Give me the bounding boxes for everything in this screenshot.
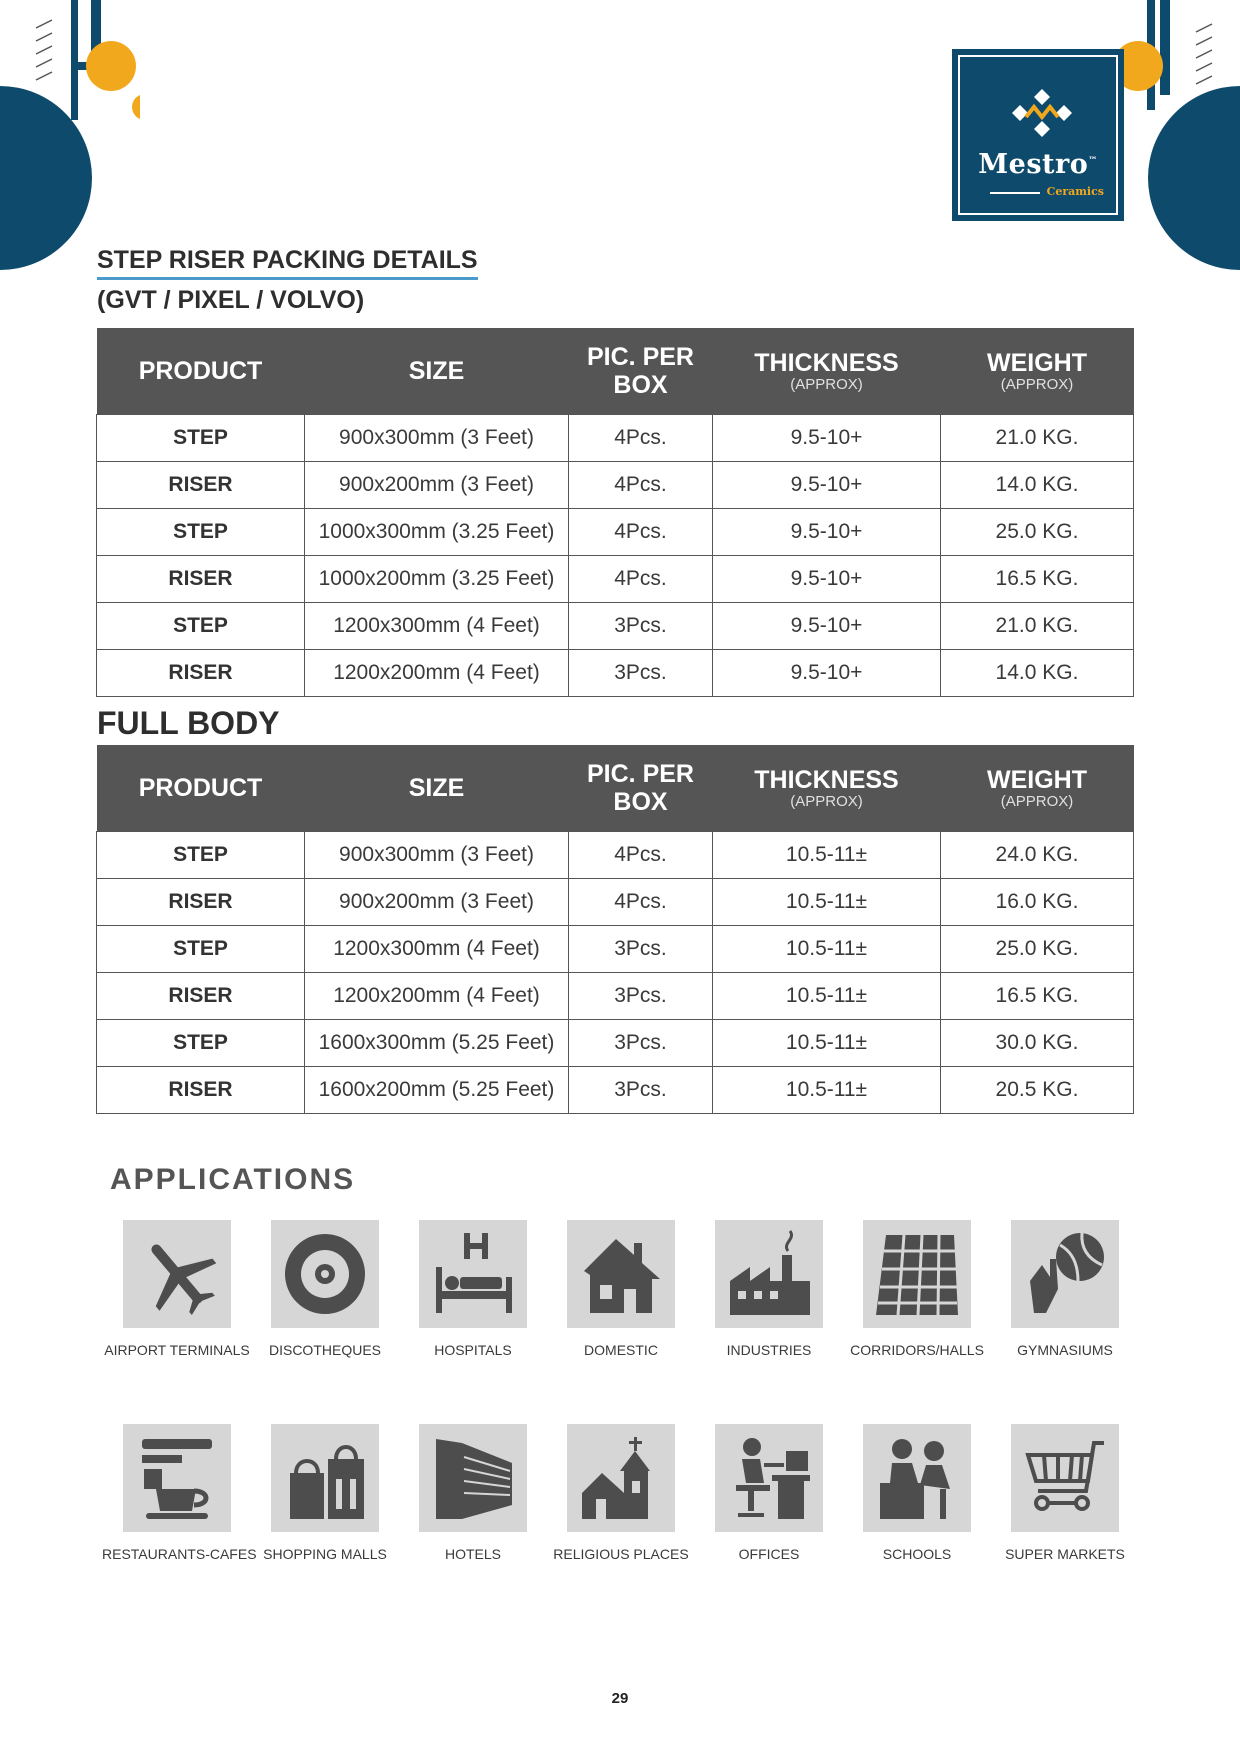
cell-pcs-per-box: 3Pcs. bbox=[569, 1067, 713, 1114]
cell-size: 1600x300mm (5.25 Feet) bbox=[305, 1020, 569, 1067]
application-item bbox=[398, 1220, 548, 1358]
application-item bbox=[398, 1424, 548, 1562]
applications-title: APPLICATIONS bbox=[110, 1163, 356, 1196]
page-number: 29 bbox=[611, 1690, 629, 1707]
application-label: HOTELS bbox=[444, 1546, 501, 1562]
header-product: PRODUCT bbox=[97, 745, 305, 832]
cell-thickness: 10.5-11± bbox=[713, 926, 941, 973]
cell-product: STEP bbox=[97, 603, 305, 650]
table-row bbox=[97, 1067, 1134, 1114]
table-row bbox=[97, 973, 1134, 1020]
application-item bbox=[694, 1220, 844, 1358]
cell-product: RISER bbox=[97, 650, 305, 697]
cell-product: STEP bbox=[97, 1020, 305, 1067]
table-header-row bbox=[97, 745, 1134, 832]
cell-pcs-per-box: 4Pcs. bbox=[569, 832, 713, 879]
application-label: SCHOOLS bbox=[882, 1546, 952, 1562]
cell-thickness: 9.5-10+ bbox=[713, 603, 941, 650]
cell-weight: 25.0 KG. bbox=[941, 926, 1134, 973]
cell-weight: 14.0 KG. bbox=[941, 462, 1134, 509]
cell-product: STEP bbox=[97, 832, 305, 879]
cell-pcs-per-box: 4Pcs. bbox=[569, 462, 713, 509]
cell-size: 1000x200mm (3.25 Feet) bbox=[305, 556, 569, 603]
application-item bbox=[694, 1424, 844, 1562]
table-row bbox=[97, 650, 1134, 697]
table-row bbox=[97, 879, 1134, 926]
table-row bbox=[97, 415, 1134, 462]
cell-thickness: 10.5-11± bbox=[713, 832, 941, 879]
header-thickness: THICKNESS (APPROX) bbox=[713, 328, 941, 415]
cell-size: 1200x200mm (4 Feet) bbox=[305, 973, 569, 1020]
header-weight: WEIGHT (APPROX) bbox=[941, 328, 1134, 415]
table-row bbox=[97, 509, 1134, 556]
cell-weight: 25.0 KG. bbox=[941, 509, 1134, 556]
cell-pcs-per-box: 4Pcs. bbox=[569, 509, 713, 556]
cell-weight: 16.5 KG. bbox=[941, 973, 1134, 1020]
cell-product: STEP bbox=[97, 509, 305, 556]
application-item bbox=[842, 1424, 992, 1562]
table-row bbox=[97, 603, 1134, 650]
cell-weight: 16.5 KG. bbox=[941, 556, 1134, 603]
table-row bbox=[97, 926, 1134, 973]
cell-product: RISER bbox=[97, 1067, 305, 1114]
table-header-row bbox=[97, 328, 1134, 415]
disc-icon bbox=[271, 1220, 379, 1328]
application-label: HOSPITALS bbox=[434, 1342, 512, 1358]
cell-thickness: 9.5-10+ bbox=[713, 650, 941, 697]
cell-pcs-per-box: 3Pcs. bbox=[569, 973, 713, 1020]
cell-size: 900x200mm (3 Feet) bbox=[305, 462, 569, 509]
cell-weight: 24.0 KG. bbox=[941, 832, 1134, 879]
cell-product: RISER bbox=[97, 879, 305, 926]
header-product: PRODUCT bbox=[97, 328, 305, 415]
cell-size: 1200x300mm (4 Feet) bbox=[305, 926, 569, 973]
cell-product: RISER bbox=[97, 462, 305, 509]
section-subtitle: (GVT / PIXEL / VOLVO) bbox=[97, 286, 365, 314]
application-label: DOMESTIC bbox=[584, 1342, 658, 1358]
cell-weight: 21.0 KG. bbox=[941, 603, 1134, 650]
school-desk-icon bbox=[863, 1424, 971, 1532]
cell-product: STEP bbox=[97, 926, 305, 973]
cell-size: 1600x200mm (5.25 Feet) bbox=[305, 1067, 569, 1114]
cell-weight: 21.0 KG. bbox=[941, 415, 1134, 462]
header-pcs-per-box: PIC. PER BOX bbox=[569, 328, 713, 415]
application-item bbox=[102, 1424, 257, 1562]
cell-thickness: 10.5-11± bbox=[713, 1067, 941, 1114]
brand-emblem-icon bbox=[1012, 87, 1072, 139]
header-size: SIZE bbox=[305, 745, 569, 832]
cell-pcs-per-box: 4Pcs. bbox=[569, 879, 713, 926]
brand-name: Mestro™ bbox=[978, 149, 1098, 180]
cell-thickness: 9.5-10+ bbox=[713, 509, 941, 556]
application-item bbox=[990, 1424, 1140, 1562]
floor-grid-icon bbox=[863, 1220, 971, 1328]
cell-thickness: 9.5-10+ bbox=[713, 556, 941, 603]
hotel-building-icon bbox=[419, 1424, 527, 1532]
header-thickness: THICKNESS (APPROX) bbox=[713, 745, 941, 832]
cell-weight: 30.0 KG. bbox=[941, 1020, 1134, 1067]
hospital-bed-icon bbox=[419, 1220, 527, 1328]
application-label: RESTAURANTS-CAFES bbox=[102, 1546, 257, 1562]
cell-weight: 14.0 KG. bbox=[941, 650, 1134, 697]
application-label: DISCOTHEQUES bbox=[268, 1342, 381, 1358]
cell-size: 900x300mm (3 Feet) bbox=[305, 415, 569, 462]
cell-pcs-per-box: 4Pcs. bbox=[569, 415, 713, 462]
top-left-decoration bbox=[0, 0, 140, 270]
cell-size: 1200x200mm (4 Feet) bbox=[305, 650, 569, 697]
table-row bbox=[97, 556, 1134, 603]
cell-product: RISER bbox=[97, 973, 305, 1020]
brand-logo bbox=[952, 49, 1124, 221]
church-icon bbox=[567, 1424, 675, 1532]
cell-weight: 16.0 KG. bbox=[941, 879, 1134, 926]
application-item bbox=[842, 1220, 992, 1358]
header-pcs-per-box: PIC. PER BOX bbox=[569, 745, 713, 832]
cell-thickness: 10.5-11± bbox=[713, 973, 941, 1020]
application-item bbox=[546, 1220, 696, 1358]
brand-subtitle: Ceramics bbox=[1046, 185, 1104, 198]
office-desk-icon bbox=[715, 1424, 823, 1532]
section-title: STEP RISER PACKING DETAILS bbox=[97, 246, 478, 280]
cell-size: 900x200mm (3 Feet) bbox=[305, 879, 569, 926]
cell-thickness: 10.5-11± bbox=[713, 1020, 941, 1067]
brand-divider bbox=[990, 192, 1040, 194]
table-row bbox=[97, 1020, 1134, 1067]
cell-thickness: 10.5-11± bbox=[713, 879, 941, 926]
full-body-title: FULL BODY bbox=[97, 705, 280, 741]
cell-product: RISER bbox=[97, 556, 305, 603]
house-icon bbox=[567, 1220, 675, 1328]
application-label: SHOPPING MALLS bbox=[263, 1546, 387, 1562]
coffee-cup-icon bbox=[123, 1424, 231, 1532]
volleyball-icon bbox=[1011, 1220, 1119, 1328]
header-weight: WEIGHT (APPROX) bbox=[941, 745, 1134, 832]
cell-size: 1200x300mm (4 Feet) bbox=[305, 603, 569, 650]
application-label: SUPER MARKETS bbox=[1005, 1546, 1125, 1562]
application-label: AIRPORT TERMINALS bbox=[104, 1342, 250, 1358]
airplane-icon bbox=[123, 1220, 231, 1328]
cell-pcs-per-box: 3Pcs. bbox=[569, 603, 713, 650]
cell-pcs-per-box: 4Pcs. bbox=[569, 556, 713, 603]
application-label: OFFICES bbox=[738, 1546, 800, 1562]
step-riser-packing-table bbox=[96, 328, 1134, 697]
cell-pcs-per-box: 3Pcs. bbox=[569, 1020, 713, 1067]
application-label: INDUSTRIES bbox=[726, 1342, 812, 1358]
cell-product: STEP bbox=[97, 415, 305, 462]
application-label: CORRIDORS/HALLS bbox=[850, 1342, 984, 1358]
application-label: RELIGIOUS PLACES bbox=[553, 1546, 689, 1562]
full-body-packing-table bbox=[96, 745, 1134, 1114]
factory-icon bbox=[715, 1220, 823, 1328]
cell-weight: 20.5 KG. bbox=[941, 1067, 1134, 1114]
application-label: GYMNASIUMS bbox=[1017, 1342, 1113, 1358]
shopping-cart-icon bbox=[1011, 1424, 1119, 1532]
cell-pcs-per-box: 3Pcs. bbox=[569, 650, 713, 697]
shopping-bags-icon bbox=[271, 1424, 379, 1532]
cell-size: 1000x300mm (3.25 Feet) bbox=[305, 509, 569, 556]
application-item bbox=[250, 1220, 400, 1358]
application-item bbox=[102, 1220, 252, 1358]
application-item bbox=[250, 1424, 400, 1562]
table-row bbox=[97, 832, 1134, 879]
table-row bbox=[97, 462, 1134, 509]
application-item bbox=[990, 1220, 1140, 1358]
cell-size: 900x300mm (3 Feet) bbox=[305, 832, 569, 879]
cell-thickness: 9.5-10+ bbox=[713, 462, 941, 509]
cell-thickness: 9.5-10+ bbox=[713, 415, 941, 462]
header-size: SIZE bbox=[305, 328, 569, 415]
application-item bbox=[546, 1424, 696, 1562]
cell-pcs-per-box: 3Pcs. bbox=[569, 926, 713, 973]
